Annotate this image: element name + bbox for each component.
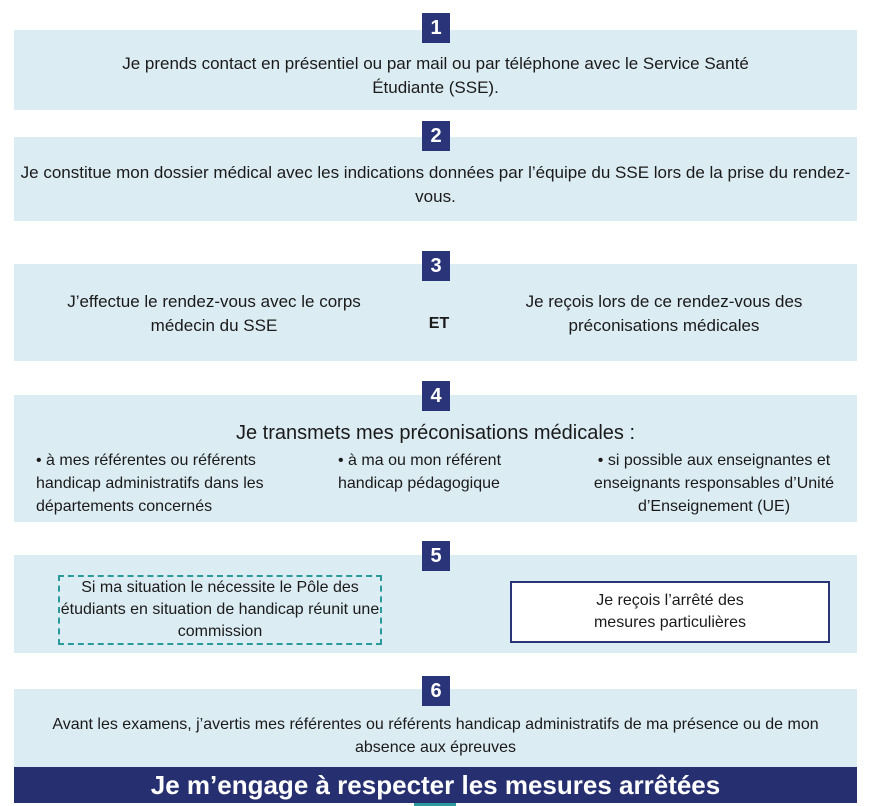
step-5-decision-box bbox=[510, 581, 830, 643]
step-4-number: 4 bbox=[422, 381, 450, 411]
step-5-left-text: Si ma situation le nécessite le Pôle des étudiants en situation de handicap réunit une commission bbox=[60, 579, 380, 640]
step-3-right-text: Je reçois lors de ce rendez-vous des préconisations médicales bbox=[525, 292, 803, 335]
step-5-commission-box bbox=[58, 575, 382, 645]
step-3-and-label: ET bbox=[428, 315, 450, 332]
step-4-item-3 bbox=[584, 449, 844, 518]
step-4-item-3-text: si possible aux enseignantes et enseignants responsables d’Unité d’Enseignement (UE) bbox=[593, 452, 835, 515]
step-4-item-2 bbox=[338, 449, 548, 495]
step-4-title: Je transmets mes préconisations médicales : bbox=[235, 422, 636, 444]
step-1-text: Je prends contact en présentiel ou par mail ou par téléphone avec le Service Santé Étudiante (SSE). bbox=[122, 54, 749, 97]
commitment-banner: Je m’engage à respecter les mesures arrêtées bbox=[14, 767, 857, 803]
step-5-number: 5 bbox=[422, 541, 450, 571]
bullet-icon: • bbox=[36, 452, 47, 469]
step-4-box bbox=[14, 395, 857, 522]
bullet-icon: • bbox=[338, 452, 349, 469]
step-2-text: Je constitue mon dossier médical avec les indications données par l’équipe du SSE lors de la prise du rendez-vous. bbox=[20, 163, 851, 206]
step-3-number: 3 bbox=[422, 251, 450, 281]
step-4-item-1 bbox=[36, 449, 316, 518]
step-3-left-text: J’effectue le rendez-vous avec le corps médecin du SSE bbox=[67, 292, 361, 335]
step-2-number: 2 bbox=[422, 121, 450, 151]
step-1-number: 1 bbox=[422, 13, 450, 43]
step-5-right-text: Je reçois l’arrêté des mesures particulières bbox=[593, 592, 747, 631]
step-4-item-1-text: à mes référentes ou référents handicap administratifs dans les départements concernés bbox=[36, 452, 264, 515]
bullet-icon: • bbox=[597, 452, 608, 469]
step-4-item-2-text: à ma ou mon référent handicap pédagogique bbox=[338, 452, 502, 492]
step-6-text: Avant les examens, j’avertis mes référentes ou référents handicap administratifs de ma présence ou de mon absence aux épreuves bbox=[52, 716, 819, 756]
step-6-number: 6 bbox=[422, 676, 450, 706]
